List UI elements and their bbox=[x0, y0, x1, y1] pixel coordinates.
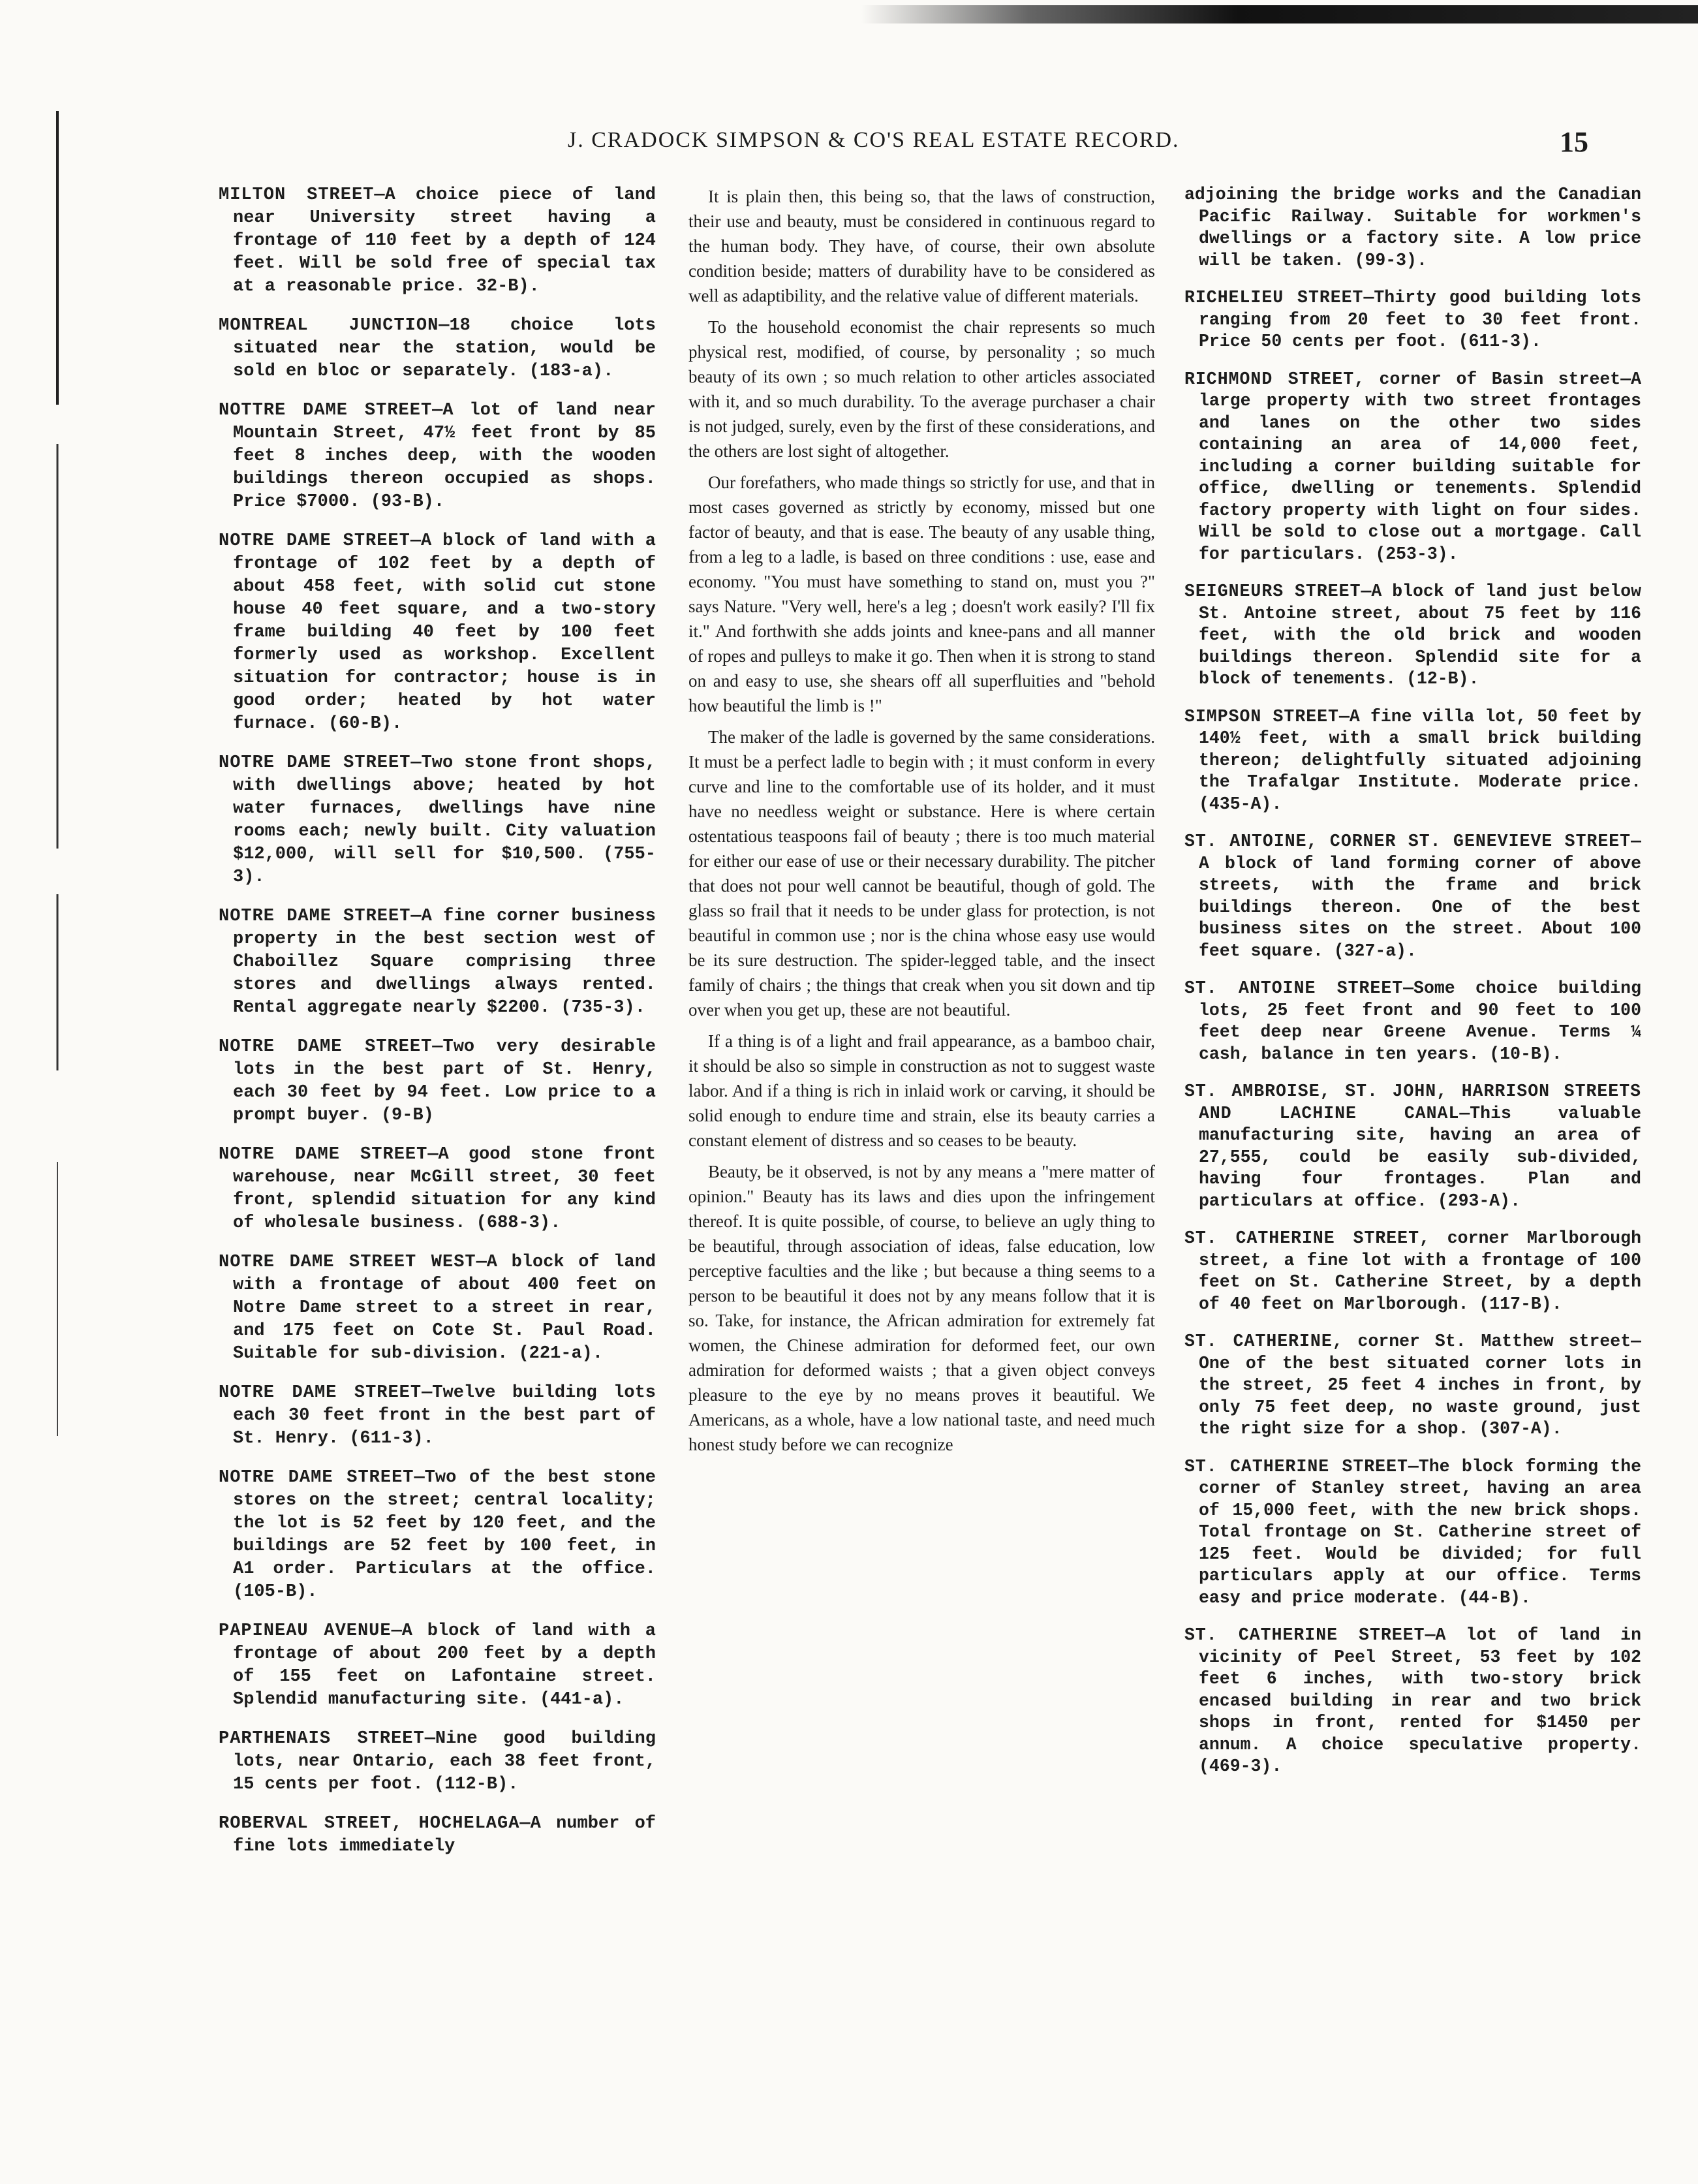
listing-street: RICHMOND STREET bbox=[1184, 369, 1355, 389]
listing-street: SIMPSON STREET bbox=[1184, 706, 1339, 726]
listing-text: , corner of Basin street—A large property with two street frontages and lanes on the other two sides containing an area of 14,000 feet, including a corner building suitable for office, dwelling or tenements. Splendid factory property with light on four sides. Will be sold to close out a mortgage. Call for particulars. (253-3). bbox=[1199, 369, 1641, 564]
listing-street: RICHELIEU STREET bbox=[1184, 288, 1364, 307]
listing-text: —A lot of land near Mountain Street, 47½ feet front by 85 feet 8 inches deep, with the wooden buildings thereon occupied as shops. Price $7000. (93-B). bbox=[233, 401, 656, 512]
listing-text: —Thirty good building lots ranging from 20 feet to 30 feet front. Price 50 cents per foot. (611-3). bbox=[1199, 288, 1641, 351]
page-number: 15 bbox=[1560, 126, 1588, 158]
listing-text: —Twelve building lots each 30 feet front in the best part of St. Henry. (611-3). bbox=[233, 1383, 656, 1448]
listing-text: , corner St. Matthew street—One of the best situated corner lots in the street, 25 feet 4 inches in front, by only 75 feet deep, no waste ground, just the right size for a shop. (307-A). bbox=[1199, 1332, 1641, 1439]
listing-street: NOTTRE DAME STREET bbox=[219, 401, 433, 420]
listing-street: MILTON STREET bbox=[219, 185, 375, 205]
listing-text: —A lot of land in vicinity of Peel Street, 53 feet by 102 feet 6 inches, with two-story brick encased building in rear and two brick shops in front, rented for $1450 per annum. A choice speculative property. (469-3). bbox=[1199, 1625, 1641, 1776]
listing-text: —A fine corner business property in the best section west of Chaboillez Square comprising three stores and dwellings always rented. Rental aggregate nearly $2200. (735-3). bbox=[233, 907, 656, 1018]
listing-text: —A fine villa lot, 50 feet by 140½ feet, with a small brick building thereon; delightfully situated adjoining the Trafalgar Institute. Moderate price. (435-A). bbox=[1199, 706, 1641, 814]
listing-text: —A block of land with a frontage of 102 feet by a depth of about 458 feet, with solid cut stone house 40 feet square, and a two-story frame building 40 feet by 100 feet formerly used as workshop. Excellent situation for contractor; house is in good order; heated by hot water furnace. (60-B). bbox=[233, 531, 656, 734]
listing-street: NOTRE DAME STREET bbox=[219, 907, 411, 926]
listing-text: —A block of land just below St. Antoine street, about 75 feet by 116 feet, with the old brick and wooden buildings thereon. Splendid site for a block of tenements. (12-B). bbox=[1199, 582, 1641, 689]
listing-street: ROBERVAL STREET, HOCHELAGA bbox=[219, 1814, 520, 1833]
listing-street: NOTRE DAME STREET bbox=[219, 1037, 433, 1057]
listing-street: ST. CATHERINE STREET bbox=[1184, 1228, 1419, 1248]
listing-street: SEIGNEURS STREET bbox=[1184, 582, 1361, 601]
listing-text: —The block forming the corner of Stanley street, having an area of 15,000 feet, with the new brick shops. Total frontage on St. Catherine street of 125 feet. Would be divided; for full particulars apply at our office. Terms easy and price moderate. (44-B). bbox=[1199, 1456, 1641, 1608]
listing-text: —Two of the best stone stores on the street; central locality; the lot is 52 feet by 120 feet, and the buildings are 52 feet by 100 feet, in A1 order. Particulars at the office. (105-B). bbox=[233, 1468, 656, 1602]
listing-text: —Two very desirable lots in the best part of St. Henry, each 30 feet by 94 feet. Low price to a prompt buyer. (9-B) bbox=[233, 1037, 656, 1125]
listing-text: —A number of fine lots immediately bbox=[233, 1814, 656, 1856]
listing-street: ST. CATHERINE bbox=[1184, 1332, 1333, 1351]
article-paragraph: It is plain then, this being so, that the laws of construction, their use and beauty, must be considered in continuous regard to the human body. They have, of course, their own absolute condition beside; matters of durability have to be considered as well as adaptibility, and the relative value of different materials. bbox=[688, 187, 1155, 305]
article-paragraph: To the household economist the chair represents so much physical rest, modified, of course, by personality ; so much beauty of its own ; so much relation to other articles associated with it, and so much durability. To the average purchaser a chair is not judged, surely, even by the first of these considerations, and the others are lost sight of altogether. bbox=[688, 317, 1155, 461]
listing-street: MONTREAL JUNCTION bbox=[219, 316, 439, 335]
running-title: J. CRADOCK SIMPSON & CO'S REAL ESTATE RECORD. bbox=[568, 128, 1180, 152]
listing-street: ST. CATHERINE STREET bbox=[1184, 1625, 1425, 1645]
article-paragraph: The maker of the ladle is governed by the same considerations. It must be a perfect ladle to begin with ; it must conform in every curve and line to the comfortable use of its holder, and it must have no needless weight or substance. Here is where certain ostentatious teaspoons fail of beauty ; there is too much material for either our ease of use or their necessary durability. The pitcher that does not pour well cannot be beautiful, though of gold. The glass so frail that it needs to be under glass for protection, is not beautiful in common use ; nor is the china whose easy use would be its sure destruction. The spider-legged table, and the insect family of chairs ; the things that creak when you sit down and tip over when you get up, these are not beautiful. bbox=[688, 727, 1155, 1020]
listing-text: —A choice piece of land near University street having a frontage of 110 feet by a depth of 124 feet. Will be sold free of special tax at a reasonable price. 32-B). bbox=[233, 185, 656, 296]
listing-text: —A block of land with a frontage of about 200 feet by a depth of 155 feet on Lafontaine street. Splendid manufacturing site. (441-a). bbox=[233, 1621, 656, 1709]
listing-street: ST. CATHERINE STREET bbox=[1184, 1456, 1408, 1476]
listing-text: —A good stone front warehouse, near McGill street, 30 feet front, splendid situation for any kind of wholesale business. (688-3). bbox=[233, 1145, 656, 1233]
listing-street: NOTRE DAME STREET bbox=[219, 1145, 428, 1164]
listing-text: —18 choice lots situated near the station, would be sold en bloc or separately. (183-a). bbox=[233, 316, 656, 381]
listing-text: —Nine good building lots, near Ontario, each 38 feet front, 15 cents per foot. (112-B). bbox=[233, 1729, 656, 1794]
listing-text: —Some choice building lots, 25 feet front and 90 feet to 100 feet deep near Greene Avenue. Terms ¼ cash, balance in ten years. (10-B). bbox=[1199, 978, 1641, 1064]
listing-street: PARTHENAIS STREET bbox=[219, 1729, 425, 1749]
listing-text: adjoining the bridge works and the Canadian Pacific Railway. Suitable for workmen's dwellings or a factory site. A low price will be taken. (99-3). bbox=[1184, 185, 1641, 270]
article-paragraph: Beauty, be it observed, is not by any means a "mere matter of opinion." Beauty has its laws and dies upon the infringement thereof. It is quite possible, of course, to believe an ugly thing to be beautiful, through association of ideas, false education, low perceptive faculties and the like ; but because a thing seems to a person to be beautiful it does not by any means follow that it is so. Take, for instance, the African admiration for extremely fat women, the Chinese admiration for deformed feet, our own admiration for deformed waists ; that a given object conveys pleasure to the eye by no means proves it beautiful. We Americans, as a whole, have a low national taste, and need much honest study before we can recognize bbox=[688, 1162, 1155, 1454]
listing-street: NOTRE DAME STREET bbox=[219, 531, 410, 551]
listing-street: PAPINEAU AVENUE bbox=[219, 1621, 392, 1641]
listing-street: NOTRE DAME STREET WEST bbox=[219, 1253, 476, 1272]
listing-street: NOTRE DAME STREET bbox=[219, 753, 411, 773]
listing-text: —Two stone front shops, with dwellings above; heated by hot water furnaces, dwellings have nine rooms each; newly built. City valuation $12,000, will sell for $10,500. (755-3). bbox=[233, 753, 656, 887]
article-paragraph: Our forefathers, who made things so strictly for use, and that in most cases governed as strictly by economy, missed but one factor of beauty, and that is ease. The beauty of any usable thing, from a leg to a ladle, is based on three conditions : use, ease and economy. "You must have something to stand on, must you ?" says Nature. "Very well, here's a leg ; doesn't work easily? I'll fix it." And forthwith she adds joints and knee-pans and all manner of ropes and pulleys to make it go. Then when it is strong to stand on and easy to use, she shears off all superfluities and "behold how beautiful the limb is !" bbox=[688, 473, 1155, 715]
listing-street: ST. ANTOINE STREET bbox=[1184, 978, 1404, 998]
listing-text: —A block of land forming corner of above streets, with the frame and brick buildings thereon. One of the best business sites on the street. About 100 feet square. (327-a). bbox=[1199, 832, 1641, 961]
listing-street: ST. ANTOINE, CORNER ST. GENEVIEVE STREET bbox=[1184, 832, 1631, 851]
listing-street: NOTRE DAME STREET bbox=[219, 1468, 414, 1488]
listing-text: , corner Marlborough street, a fine lot with a frontage of 100 feet on St. Catherine Street, by a depth of 40 feet on Marlborough. (117-B). bbox=[1199, 1228, 1641, 1314]
listing-text: —This valuable manufacturing site, having an area of 27,555, could be easily sub-divided, having four frontages. Plan and particulars at office. (293-A). bbox=[1199, 1103, 1641, 1211]
listing-text: —A block of land with a frontage of about 400 feet on Notre Dame street to a street in rear, and 175 feet on Cote St. Paul Road. Suitable for sub-division. (221-a). bbox=[233, 1253, 656, 1364]
article-paragraph: If a thing is of a light and frail appearance, as a bamboo chair, it should be also so simple in construction as not to suggest waste labor. And if a thing is rich in inlaid work or carving, it should be solid enough to endure time and strain, else its beauty carries a constant element of distress and so ceases to be beauty. bbox=[688, 1031, 1155, 1150]
listing-street: ST. AMBROISE, ST. JOHN, HARRISON STREETS AND LACHINE CANAL bbox=[1184, 1082, 1641, 1123]
listing-street: NOTRE DAME STREET bbox=[219, 1383, 422, 1403]
